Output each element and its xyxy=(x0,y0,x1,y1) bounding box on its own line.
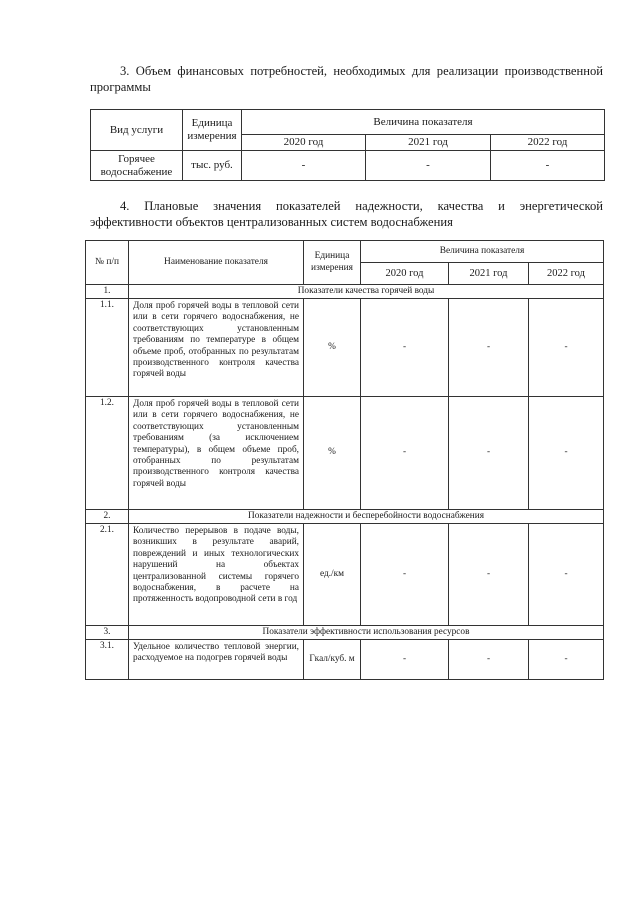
indicator-name: Доля проб горячей воды в тепловой сети или в сети горячего водоснабжения, не соответствующих установленным требованиям (за исключением температуры), в общем объеме проб, отобранных по результатам производственного контроля качества горячей воды xyxy=(129,397,304,510)
service-cell: Горячее водоснабжение xyxy=(91,151,183,181)
value-cell: - xyxy=(529,299,604,397)
section-3-heading: 3. Объем финансовых потребностей, необходимых для реализации производственной программы xyxy=(90,64,603,94)
header-unit: Единица измерения xyxy=(304,241,361,285)
value-cell: - xyxy=(529,640,604,680)
section-row xyxy=(86,626,604,640)
value-cell: - xyxy=(361,524,449,626)
header-year: 2021 год xyxy=(366,135,491,151)
value-cell: - xyxy=(242,151,366,181)
indicator-name: Удельное количество тепловой энергии, расходуемое на подогрев горячей воды xyxy=(129,640,304,680)
unit-cell: ед./км xyxy=(304,524,361,626)
unit-cell: Гкал/куб. м xyxy=(304,640,361,680)
table-row xyxy=(91,151,605,181)
header-year: 2022 год xyxy=(529,263,604,285)
section-row xyxy=(86,510,604,524)
header-unit: Единица измерения xyxy=(183,110,242,151)
value-cell: - xyxy=(361,640,449,680)
section-row xyxy=(86,285,604,299)
value-cell: - xyxy=(449,524,529,626)
financial-needs-table xyxy=(90,109,605,181)
header-num: № п/п xyxy=(86,241,129,285)
value-cell: - xyxy=(366,151,491,181)
table-row xyxy=(86,299,604,397)
value-cell: - xyxy=(529,397,604,510)
table-row xyxy=(86,524,604,626)
unit-cell: % xyxy=(304,397,361,510)
value-cell: - xyxy=(361,397,449,510)
value-cell: - xyxy=(449,299,529,397)
section-number: 2. xyxy=(86,510,129,524)
unit-cell: тыс. руб. xyxy=(183,151,242,181)
row-number: 1.2. xyxy=(86,397,129,510)
section-title: Показатели эффективности использования ресурсов xyxy=(129,626,604,640)
header-name: Наименование показателя xyxy=(129,241,304,285)
value-cell: - xyxy=(449,397,529,510)
value-cell: - xyxy=(529,524,604,626)
section-4-heading: 4. Плановые значения показателей надежности, качества и энергетической эффективности объектов централизованных систем водоснабжения xyxy=(90,199,603,229)
value-cell: - xyxy=(449,640,529,680)
value-cell: - xyxy=(361,299,449,397)
header-year: 2020 год xyxy=(242,135,366,151)
header-year: 2021 год xyxy=(449,263,529,285)
header-value: Величина показателя xyxy=(242,110,605,135)
header-year: 2020 год xyxy=(361,263,449,285)
header-service: Вид услуги xyxy=(91,110,183,151)
row-number: 2.1. xyxy=(86,524,129,626)
section-title: Показатели надежности и бесперебойности водоснабжения xyxy=(129,510,604,524)
section-title: Показатели качества горячей воды xyxy=(129,285,604,299)
indicator-name: Доля проб горячей воды в тепловой сети или в сети горячего водоснабжения, не соответствующих установленным требованиям по температуре в общем объеме проб, отобранных по результатам производственного контроля качества горячей воды xyxy=(129,299,304,397)
indicator-name: Количество перерывов в подаче воды, возникших в результате аварий, повреждений и иных технологических нарушений на объектах централизованной системы горячего водоснабжения, в расчете на протяженность водопроводной сети в год xyxy=(129,524,304,626)
section-number: 1. xyxy=(86,285,129,299)
table-row xyxy=(86,397,604,510)
section-number: 3. xyxy=(86,626,129,640)
value-cell: - xyxy=(491,151,605,181)
unit-cell: % xyxy=(304,299,361,397)
header-value: Величина показателя xyxy=(361,241,604,263)
table-row xyxy=(86,640,604,680)
row-number: 3.1. xyxy=(86,640,129,680)
row-number: 1.1. xyxy=(86,299,129,397)
indicators-table xyxy=(85,240,604,680)
header-year: 2022 год xyxy=(491,135,605,151)
